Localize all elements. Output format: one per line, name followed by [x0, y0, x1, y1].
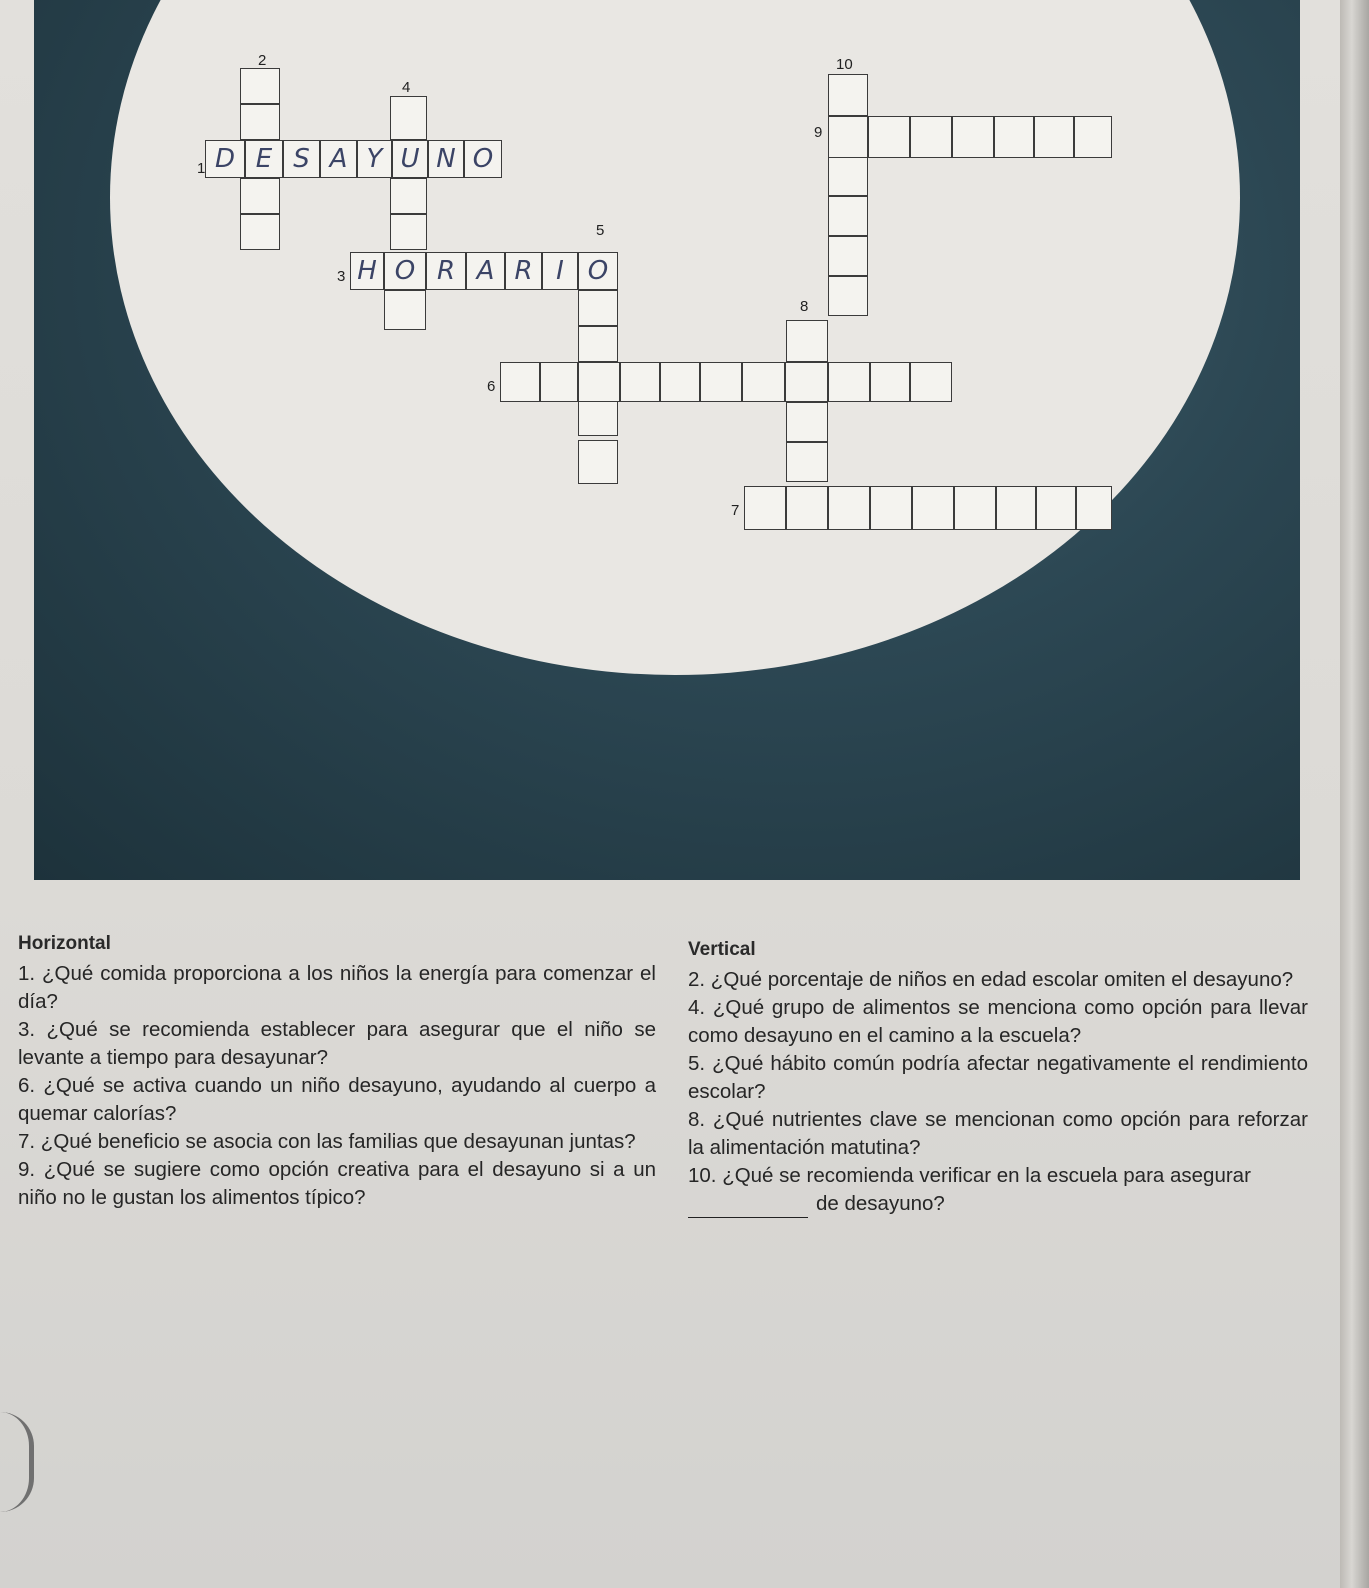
- horizontal-clues: [18, 930, 656, 1212]
- cell-letter: H: [357, 256, 377, 286]
- word-1-cell[interactable]: [357, 140, 392, 178]
- word-5-cell[interactable]: [578, 290, 618, 326]
- word-1-cell[interactable]: [464, 140, 502, 178]
- word-9-cell[interactable]: [828, 116, 868, 158]
- word-7-cell[interactable]: [954, 486, 996, 530]
- word-7-cell[interactable]: [1036, 486, 1076, 530]
- word-9-cell[interactable]: [994, 116, 1034, 158]
- word-3-cell[interactable]: [505, 252, 542, 290]
- number-3: 3: [337, 268, 346, 285]
- clue-v10: 10. ¿Qué se recomienda verificar en la escuela para asegurar: [688, 1164, 1251, 1187]
- number-10: 10: [836, 56, 853, 73]
- clue-v8: 8. ¿Qué nutrientes clave se mencionan como opción para reforzar la alimentación matutina?: [688, 1108, 1308, 1159]
- word-1-cell[interactable]: [392, 140, 428, 178]
- clue-v10-tail-text: de desayuno?: [816, 1192, 945, 1215]
- word-10-cell[interactable]: [828, 276, 868, 316]
- word-7-cell[interactable]: [912, 486, 954, 530]
- word-9-cell[interactable]: [868, 116, 910, 158]
- clue-h6: 6. ¿Qué se activa cuando un niño desayuno, ayudando al cuerpo a quemar calorías?: [18, 1074, 656, 1125]
- cell-letter: S: [293, 144, 310, 174]
- word-3-cell[interactable]: [384, 252, 426, 290]
- clues-section: [0, 920, 1352, 1300]
- number-8: 8: [800, 298, 809, 315]
- word-4-cell[interactable]: [384, 290, 426, 330]
- word-10-cell[interactable]: [828, 196, 868, 236]
- cell-letter: R: [436, 256, 456, 286]
- word-6-cell[interactable]: [620, 362, 660, 402]
- word-7-cell[interactable]: [996, 486, 1036, 530]
- word-3-cell[interactable]: [466, 252, 505, 290]
- clue-h7: 7. ¿Qué beneficio se asocia con las familias que desayunan juntas?: [18, 1130, 636, 1153]
- word-2-cell[interactable]: [240, 68, 280, 104]
- cell-letter: I: [556, 256, 564, 286]
- cell-letter: A: [329, 144, 348, 174]
- word-6-cell[interactable]: [742, 362, 785, 402]
- word-6-cell[interactable]: [578, 362, 620, 402]
- word-6-cell[interactable]: [700, 362, 742, 402]
- vertical-heading: Vertical: [688, 939, 756, 960]
- cell-letter: O: [472, 144, 494, 174]
- word-6-cell[interactable]: [500, 362, 540, 402]
- word-3-cell[interactable]: [542, 252, 578, 290]
- clue-h1: 1. ¿Qué comida proporciona a los niños la energía para comenzar el día?: [18, 962, 656, 1013]
- word-6-cell[interactable]: [785, 362, 828, 402]
- word-1-cell[interactable]: [245, 140, 283, 178]
- cell-letter: E: [255, 144, 273, 174]
- number-9: 9: [814, 124, 823, 141]
- word-3-cell[interactable]: [350, 252, 384, 290]
- cell-letter: N: [436, 144, 456, 174]
- word-8-cell[interactable]: [786, 402, 828, 442]
- word-1-cell[interactable]: [283, 140, 320, 178]
- clue-v2: 2. ¿Qué porcentaje de niños en edad escolar omiten el desayuno?: [688, 968, 1294, 991]
- word-9-cell[interactable]: [1034, 116, 1074, 158]
- clue-h3: 3. ¿Qué se recomienda establecer para asegurar que el niño se levante a tiempo para desayunar?: [18, 1018, 656, 1069]
- word-7-cell[interactable]: [1076, 486, 1112, 530]
- page-curl: [0, 1412, 34, 1512]
- cell-letter: O: [587, 256, 609, 286]
- clue-v10-tail: [688, 1190, 1308, 1218]
- word-2-cell[interactable]: [240, 214, 280, 250]
- word-10-cell[interactable]: [828, 156, 868, 196]
- word-9-cell[interactable]: [910, 116, 952, 158]
- book-edge: [1340, 0, 1369, 1588]
- number-6: 6: [487, 378, 496, 395]
- word-6-cell[interactable]: [828, 362, 870, 402]
- word-3-cell[interactable]: [426, 252, 466, 290]
- word-2-cell[interactable]: [240, 178, 280, 214]
- word-10-cell[interactable]: [828, 74, 868, 116]
- number-1: 1: [197, 160, 206, 177]
- word-9-cell[interactable]: [952, 116, 994, 158]
- word-5-cell[interactable]: [578, 440, 618, 484]
- word-4-cell[interactable]: [390, 96, 427, 140]
- number-2: 2: [258, 52, 267, 69]
- cell-letter: D: [214, 144, 236, 174]
- word-9-cell[interactable]: [1074, 116, 1112, 158]
- word-5-cell[interactable]: [578, 326, 618, 362]
- clue-h9: 9. ¿Qué se sugiere como opción creativa para el desayuno si a un niño no le gustan los alimentos típico?: [18, 1158, 656, 1209]
- number-5: 5: [596, 222, 605, 239]
- word-3-cell[interactable]: [578, 252, 618, 290]
- cell-letter: A: [476, 256, 495, 286]
- word-4-cell[interactable]: [390, 178, 427, 214]
- word-6-cell[interactable]: [660, 362, 700, 402]
- cell-letter: U: [400, 144, 420, 174]
- word-7-cell[interactable]: [786, 486, 828, 530]
- word-6-cell[interactable]: [910, 362, 952, 402]
- word-7-cell[interactable]: [744, 486, 786, 530]
- clue-v4: 4. ¿Qué grupo de alimentos se menciona como opción para llevar como desayuno en el camino a la escuela?: [688, 996, 1308, 1047]
- cell-letter: R: [514, 256, 533, 286]
- cell-letter: Y: [366, 144, 383, 174]
- horizontal-heading: Horizontal: [18, 933, 111, 954]
- answer-blank[interactable]: [688, 1197, 808, 1218]
- word-1-cell[interactable]: [320, 140, 357, 178]
- cell-letter: O: [394, 256, 416, 286]
- number-7: 7: [731, 502, 740, 519]
- number-4: 4: [402, 79, 411, 96]
- word-6-cell[interactable]: [540, 362, 578, 402]
- word-1-cell[interactable]: [428, 140, 464, 178]
- word-4-cell[interactable]: [390, 214, 427, 250]
- clue-v5: 5. ¿Qué hábito común podría afectar negativamente el rendimiento escolar?: [688, 1052, 1308, 1103]
- word-8-cell[interactable]: [786, 442, 828, 482]
- word-2-cell[interactable]: [240, 104, 280, 140]
- word-7-cell[interactable]: [870, 486, 912, 530]
- word-8-cell[interactable]: [786, 320, 828, 362]
- word-6-cell[interactable]: [870, 362, 910, 402]
- word-10-cell[interactable]: [828, 236, 868, 276]
- word-5-cell[interactable]: [578, 400, 618, 436]
- vertical-clues: [688, 936, 1308, 1218]
- word-1-cell[interactable]: [205, 140, 245, 178]
- word-7-cell[interactable]: [828, 486, 870, 530]
